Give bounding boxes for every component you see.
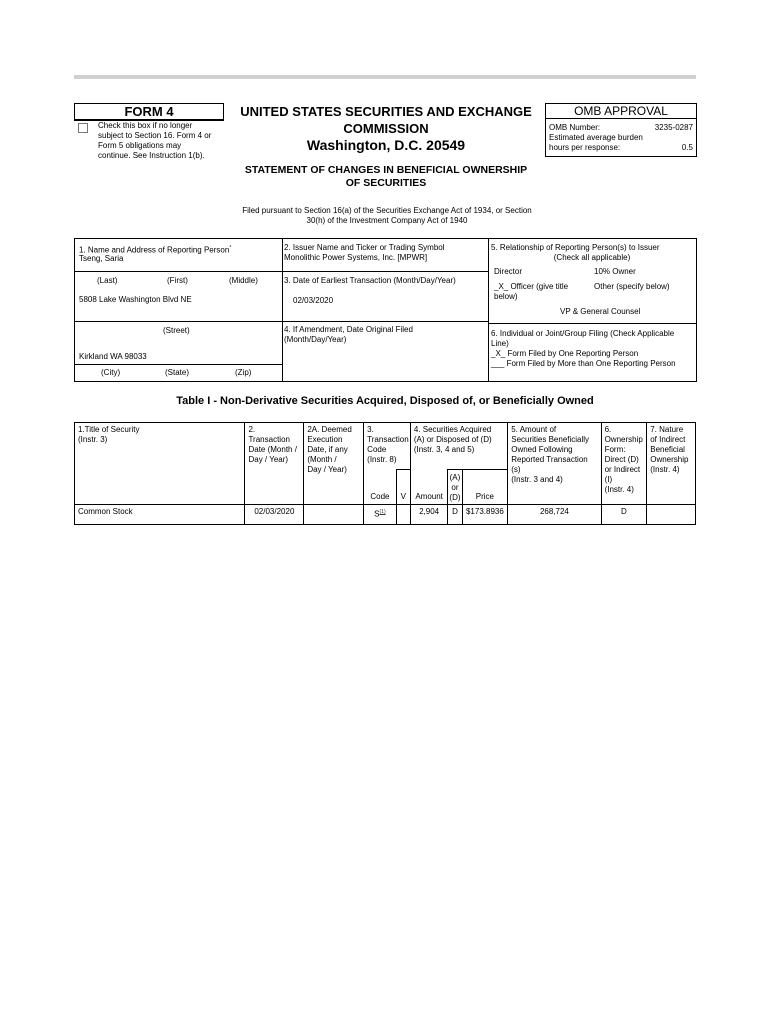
omb-approval-box: OMB APPROVAL OMB Number: 3235-0287 Estimated average burden hours per response: 0.5 — [545, 103, 697, 157]
row-form: D — [601, 505, 647, 525]
col-ownership-form: 6. Ownership Form: Direct (D) or Indirect (I) (Instr. 4) — [601, 423, 647, 505]
row-amount: 2,904 — [410, 505, 448, 525]
row-date: 02/03/2020 — [245, 505, 304, 525]
reporting-person-label: 1. Name and Address of Reporting Person* — [79, 245, 232, 255]
row-nature — [647, 505, 696, 525]
top-divider — [74, 75, 696, 79]
reporting-person-name: Tseng, Saria — [79, 254, 124, 263]
footnote-link[interactable]: (1) — [379, 509, 386, 515]
col-deemed-execution-date: 2A. Deemed Execution Date, if any (Month / Day / Year) — [304, 423, 364, 505]
row-code: $S^{(1)}$ — [364, 505, 396, 525]
col-securities-acquired: 4. Securities Acquired (A) or Disposed of (D) (Instr. 3, 4 and 5) — [410, 423, 507, 470]
statement-title: STATEMENT OF CHANGES IN BENEFICIAL OWNERSHIP OF SECURITIES — [244, 164, 528, 189]
row-a-or-d: D — [448, 505, 462, 525]
row-owned: 268,724 — [508, 505, 601, 525]
non-derivative-table — [74, 422, 696, 525]
reporting-person-section: 1. Name and Address of Reporting Person* Tseng, Saria (Last) (First) (Middle) 5808 Lake Washington Blvd NE (Street) Kirkland WA 98033 (City) (State) (Zip) — [74, 238, 283, 382]
col-transaction-code: 3. Transaction Code (Instr. 8) — [364, 423, 411, 470]
reporting-person-address: 5808 Lake Washington Blvd NE — [79, 295, 192, 304]
col-amount-owned: 5. Amount of Securities Beneficially Owned Following Reported Transaction (s) (Instr. 3 and 4) — [508, 423, 601, 505]
no-longer-subject-checkbox[interactable] — [78, 123, 88, 133]
subcol-a-or-d: (A) or (D) — [448, 470, 462, 505]
checkbox-text: Check this box if no longer subject to Section 16. Form 4 or Form 5 obligations may continue. See Instruction 1(b). — [98, 121, 212, 160]
row-deemed — [304, 505, 364, 525]
earliest-transaction-date: 02/03/2020 — [293, 296, 334, 305]
col-nature-indirect: 7. Nature of Indirect Beneficial Ownership (Instr. 4) — [647, 423, 696, 505]
subcol-amount: Amount — [410, 470, 448, 505]
issuer-name: Monolithic Power Systems, Inc. [MPWR] — [284, 253, 428, 262]
table1-title: Table I - Non-Derivative Securities Acquired, Disposed of, or Beneficially Owned — [176, 395, 594, 407]
subcol-v: V — [396, 470, 410, 505]
filed-pursuant-text: Filed pursuant to Section 16(a) of the Securities Exchange Act of 1934, or Section 30(h) of the Investment Company Act of 1940 — [242, 206, 532, 225]
subcol-code: Code — [364, 470, 396, 505]
omb-header: OMB APPROVAL — [546, 104, 696, 119]
form-name: FORM 4 — [74, 103, 224, 121]
row-price: $173.8936 — [462, 505, 508, 525]
table-row — [75, 505, 696, 525]
row-title: Common Stock — [75, 505, 245, 525]
issuer-section: 2. Issuer Name and Ticker or Trading Symbol Monolithic Power Systems, Inc. [MPWR] 3. Date of Earliest Transaction (Month/Day/Year) 02/03/2020 4. If Amendment, Date Original Filed (Month/Day/Year) — [281, 238, 489, 382]
relationship-section: 5. Relationship of Reporting Person(s) to Issuer (Check all applicable) Director 10% Owner _X_ Officer (give title below) Other (specify below) VP & General Counsel 6. Individual or Joint/Group Filing (Check Applicable Line) _X_ Form Filed by One Reporting Person ___ Form Filed by More than One Reporting Person — [488, 238, 697, 382]
col-title-of-security: 1.Title of Security (Instr. 3) — [75, 423, 245, 505]
subcol-price: Price — [462, 470, 508, 505]
reporting-person-city: Kirkland WA 98033 — [79, 352, 147, 361]
row-v — [396, 505, 410, 525]
col-transaction-date: 2. Transaction Date (Month / Day / Year) — [245, 423, 304, 505]
officer-title: VP & General Counsel — [560, 307, 641, 316]
agency-title: UNITED STATES SECURITIES AND EXCHANGE COMMISSION Washington, D.C. 20549 — [240, 104, 532, 153]
